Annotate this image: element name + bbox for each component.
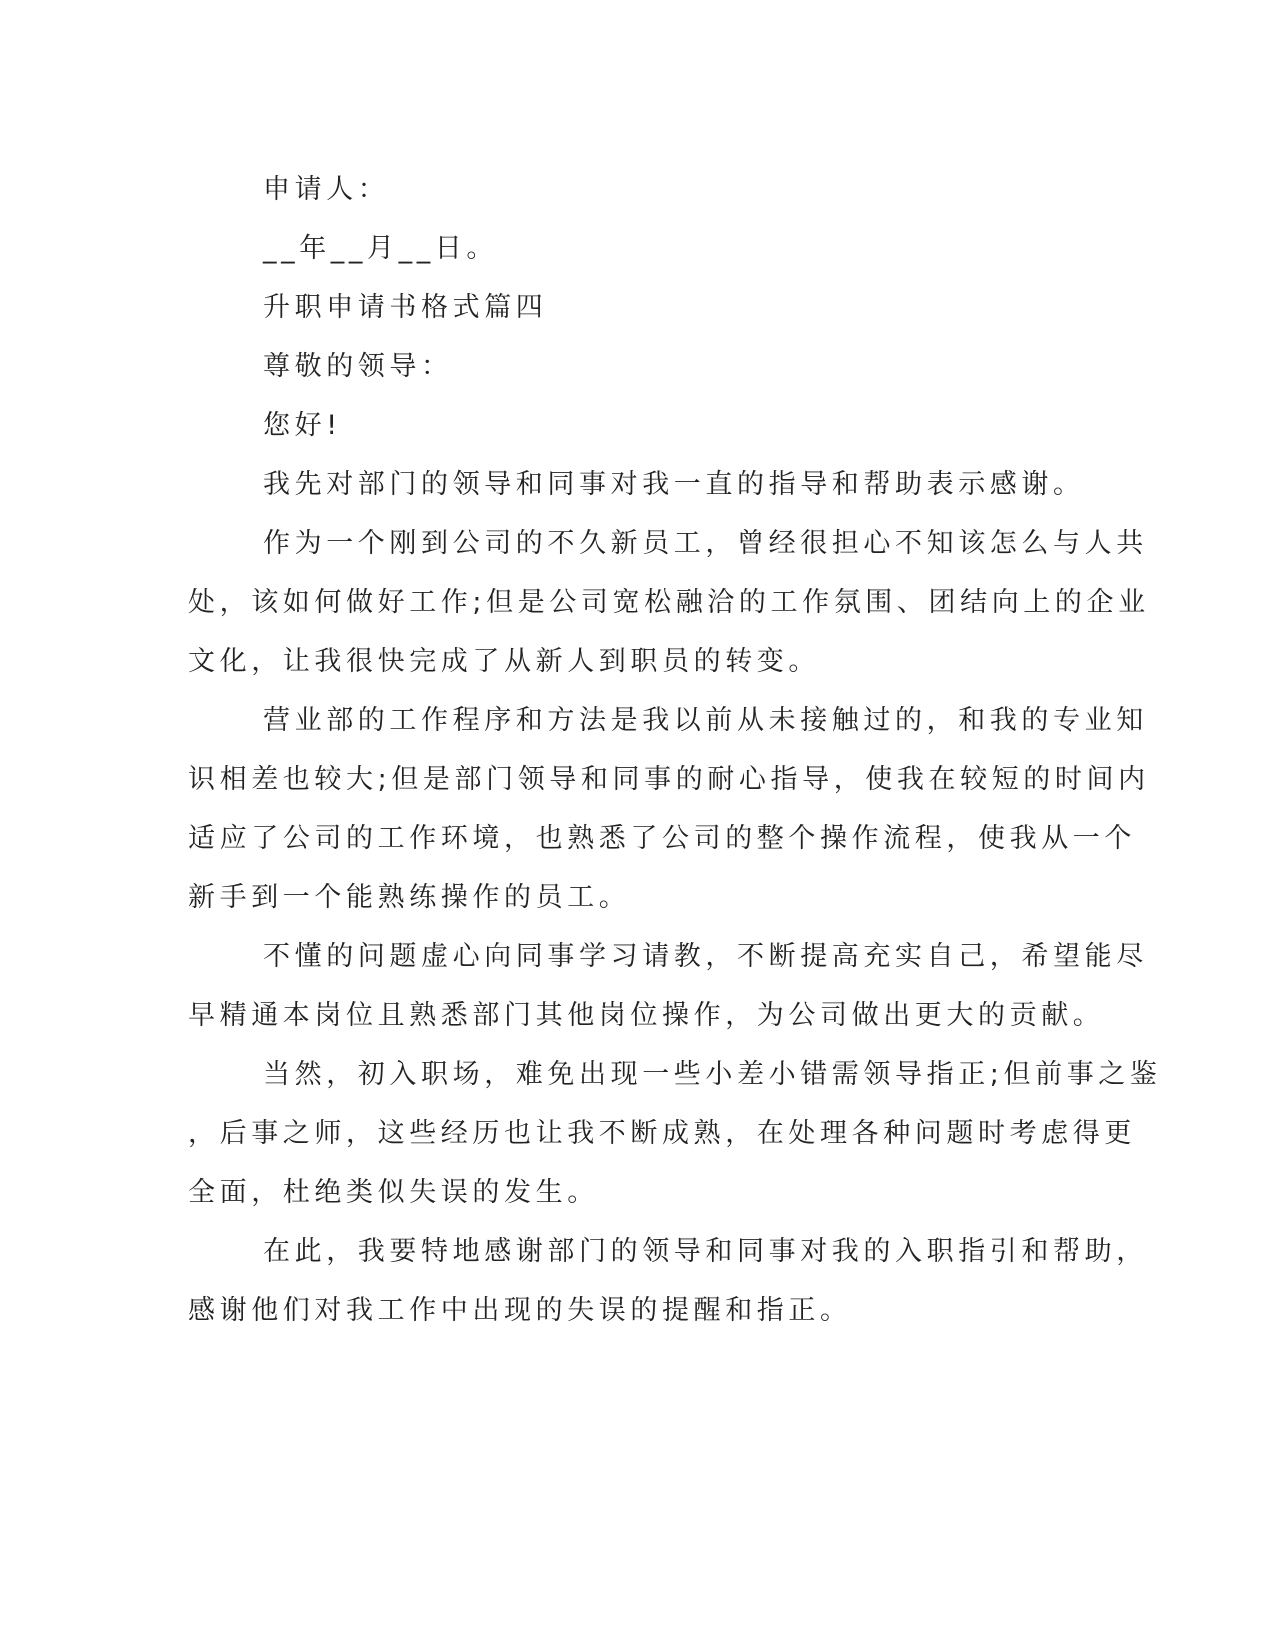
paragraph-5-line-3: 全面，杜绝类似失误的发生。: [188, 1177, 599, 1208]
section-heading: 升职申请书格式篇四: [263, 292, 548, 323]
paragraph-3-line-3: 适应了公司的工作环境，也熟悉了公司的整个操作流程，使我从一个: [188, 823, 1136, 854]
paragraph-1-line-1: 我先对部门的领导和同事对我一直的指导和帮助表示感谢。: [263, 469, 1085, 500]
paragraph-2-line-3: 文化，让我很快完成了从新人到职员的转变。: [188, 646, 820, 677]
date-line: __年__月__日。: [263, 233, 498, 264]
applicant-line: 申请人：: [263, 174, 390, 205]
paragraph-2-line-1: 作为一个刚到公司的不久新员工，曾经很担心不知该怎么与人共: [263, 528, 1148, 559]
greeting: 您好!: [263, 410, 342, 441]
paragraph-4-line-1: 不懂的问题虚心向同事学习请教，不断提高充实自己，希望能尽: [263, 941, 1148, 972]
salutation: 尊敬的领导：: [263, 351, 453, 382]
paragraph-2-line-2: 处，该如何做好工作;但是公司宽松融洽的工作氛围、团结向上的企业: [188, 587, 1150, 618]
paragraph-3-line-1: 营业部的工作程序和方法是我以前从未接触过的，和我的专业知: [263, 705, 1148, 736]
paragraph-6-line-1: 在此，我要特地感谢部门的领导和同事对我的入职指引和帮助，: [263, 1236, 1148, 1267]
paragraph-3-line-4: 新手到一个能熟练操作的员工。: [188, 882, 631, 913]
paragraph-5-line-2: ，后事之师，这些经历也让我不断成熟，在处理各种问题时考虑得更: [188, 1118, 1136, 1149]
paragraph-6-line-2: 感谢他们对我工作中出现的失误的提醒和指正。: [188, 1295, 852, 1326]
paragraph-5-line-1: 当然，初入职场，难免出现一些小差小错需领导指正;但前事之鉴: [263, 1059, 1162, 1090]
paragraph-3-line-2: 识相差也较大;但是部门领导和同事的耐心指导，使我在较短的时间内: [188, 764, 1150, 795]
paragraph-4-line-2: 早精通本岗位且熟悉部门其他岗位操作，为公司做出更大的贡献。: [188, 1000, 1105, 1031]
